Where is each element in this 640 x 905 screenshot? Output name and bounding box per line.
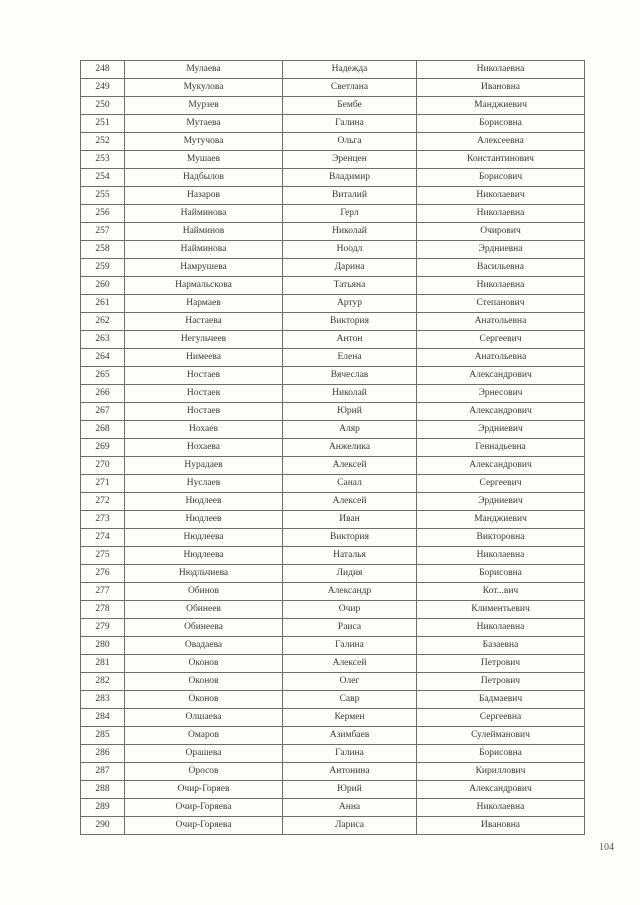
first-name-cell: Владимир [283,169,417,187]
patronymic-cell: Борисовна [417,115,585,133]
surname-cell: Обинеева [125,619,283,637]
patronymic-cell: Сергеевич [417,331,585,349]
surname-cell: Оконов [125,673,283,691]
surname-cell: Ностаев [125,385,283,403]
table-row [81,727,585,745]
table-row [81,547,585,565]
first-name-cell: Кермен [283,709,417,727]
patronymic-cell: Борисовна [417,565,585,583]
table-row [81,745,585,763]
surname-cell: Очир-Горяева [125,817,283,835]
surname-cell: Омаров [125,727,283,745]
table-row [81,295,585,313]
first-name-cell: Анна [283,799,417,817]
row-number-cell: 273 [81,511,125,529]
row-number-cell: 253 [81,151,125,169]
row-number-cell: 284 [81,709,125,727]
first-name-cell: Алексей [283,655,417,673]
patronymic-cell: Эрдниевич [417,493,585,511]
surname-cell: Нимеева [125,349,283,367]
table-row [81,421,585,439]
patronymic-cell: Кот...вич [417,583,585,601]
first-name-cell: Галина [283,637,417,655]
first-name-cell: Надежда [283,61,417,79]
row-number-cell: 263 [81,331,125,349]
table-row [81,529,585,547]
surname-cell: Ностаев [125,403,283,421]
table-row [81,817,585,835]
surname-cell: Оконов [125,691,283,709]
table-row [81,673,585,691]
first-name-cell: Савр [283,691,417,709]
first-name-cell: Антон [283,331,417,349]
table-row [81,637,585,655]
surname-cell: Негульчеев [125,331,283,349]
surname-cell: Найминова [125,205,283,223]
first-name-cell: Аляр [283,421,417,439]
first-name-cell: Алексей [283,457,417,475]
row-number-cell: 288 [81,781,125,799]
patronymic-cell: Николаевич [417,187,585,205]
first-name-cell: Галина [283,745,417,763]
patronymic-cell: Васильевна [417,259,585,277]
table-row [81,349,585,367]
first-name-cell: Елена [283,349,417,367]
first-name-cell: Ольга [283,133,417,151]
surname-cell: Очир-Горяева [125,799,283,817]
first-name-cell: Ноодл [283,241,417,259]
patronymic-cell: Александрович [417,457,585,475]
table-row [81,583,585,601]
row-number-cell: 287 [81,763,125,781]
patronymic-cell: Николаевна [417,277,585,295]
surname-cell: Нармальскова [125,277,283,295]
first-name-cell: Раиса [283,619,417,637]
first-name-cell: Юрий [283,403,417,421]
table-row [81,439,585,457]
row-number-cell: 259 [81,259,125,277]
row-number-cell: 280 [81,637,125,655]
surname-cell: Надбылов [125,169,283,187]
table-row [81,169,585,187]
surname-cell: Обинов [125,583,283,601]
table-row [81,457,585,475]
table-row [81,655,585,673]
patronymic-cell: Кириллович [417,763,585,781]
row-number-cell: 260 [81,277,125,295]
first-name-cell: Галина [283,115,417,133]
row-number-cell: 265 [81,367,125,385]
surname-cell: Ностаев [125,367,283,385]
row-number-cell: 256 [81,205,125,223]
first-name-cell: Артур [283,295,417,313]
row-number-cell: 270 [81,457,125,475]
table-row [81,97,585,115]
patronymic-cell: Базаевна [417,637,585,655]
first-name-cell: Санал [283,475,417,493]
row-number-cell: 272 [81,493,125,511]
surname-cell: Овадаева [125,637,283,655]
first-name-cell: Герл [283,205,417,223]
surname-cell: Нюдлеева [125,547,283,565]
surname-cell: Нюдлеев [125,493,283,511]
table-row [81,79,585,97]
surname-cell: Мулаева [125,61,283,79]
first-name-cell: Виктория [283,529,417,547]
row-number-cell: 248 [81,61,125,79]
table-row [81,115,585,133]
first-name-cell: Наталья [283,547,417,565]
patronymic-cell: Климентьевич [417,601,585,619]
table-row [81,223,585,241]
first-name-cell: Очир [283,601,417,619]
table-row [81,691,585,709]
patronymic-cell: Сергеевич [417,475,585,493]
table-row [81,277,585,295]
patronymic-cell: Сулейманович [417,727,585,745]
row-number-cell: 276 [81,565,125,583]
row-number-cell: 285 [81,727,125,745]
first-name-cell: Эренцен [283,151,417,169]
patronymic-cell: Манджиевич [417,97,585,115]
surname-cell: Мутаева [125,115,283,133]
first-name-cell: Лариса [283,817,417,835]
surname-cell: Обинеев [125,601,283,619]
first-name-cell: Виталий [283,187,417,205]
table-row [81,511,585,529]
table-row [81,601,585,619]
table-row [81,259,585,277]
surname-cell: Нюдлеева [125,529,283,547]
first-name-cell: Бембе [283,97,417,115]
patronymic-cell: Бадмаевич [417,691,585,709]
surname-cell: Оросов [125,763,283,781]
row-number-cell: 257 [81,223,125,241]
row-number-cell: 264 [81,349,125,367]
first-name-cell: Иван [283,511,417,529]
table-row [81,61,585,79]
row-number-cell: 289 [81,799,125,817]
table-row [81,799,585,817]
surname-cell: Намрушева [125,259,283,277]
patronymic-cell: Сергеевна [417,709,585,727]
row-number-cell: 282 [81,673,125,691]
patronymic-cell: Борисовна [417,745,585,763]
patronymic-cell: Очирович [417,223,585,241]
surname-cell: Нюдлеев [125,511,283,529]
patronymic-cell: Алексеевна [417,133,585,151]
row-number-cell: 255 [81,187,125,205]
row-number-cell: 267 [81,403,125,421]
patronymic-cell: Николаевна [417,799,585,817]
row-number-cell: 251 [81,115,125,133]
row-number-cell: 262 [81,313,125,331]
surname-cell: Мутучова [125,133,283,151]
surname-cell: Очир-Горяев [125,781,283,799]
first-name-cell: Николай [283,385,417,403]
row-number-cell: 275 [81,547,125,565]
patronymic-cell: Викторовна [417,529,585,547]
surname-cell: Найминова [125,241,283,259]
patronymic-cell: Анатольевна [417,313,585,331]
row-number-cell: 268 [81,421,125,439]
first-name-cell: Александр [283,583,417,601]
surname-cell: Олшаева [125,709,283,727]
surname-cell: Нюдльчиева [125,565,283,583]
patronymic-cell: Александрович [417,403,585,421]
patronymic-cell: Николаевна [417,61,585,79]
row-number-cell: 279 [81,619,125,637]
table-row [81,619,585,637]
patronymic-cell: Эрдниевич [417,421,585,439]
surname-cell: Оконов [125,655,283,673]
row-number-cell: 271 [81,475,125,493]
patronymic-cell: Николаевна [417,619,585,637]
first-name-cell: Олег [283,673,417,691]
table-row [81,403,585,421]
table-row [81,367,585,385]
table-row [81,475,585,493]
table-row [81,241,585,259]
first-name-cell: Анжелика [283,439,417,457]
surname-cell: Нуслаев [125,475,283,493]
table-row [81,493,585,511]
row-number-cell: 278 [81,601,125,619]
first-name-cell: Юрий [283,781,417,799]
name-table [80,60,585,835]
surname-cell: Мурзев [125,97,283,115]
row-number-cell: 290 [81,817,125,835]
patronymic-cell: Александрович [417,781,585,799]
first-name-cell: Дарина [283,259,417,277]
patronymic-cell: Геннадьевна [417,439,585,457]
surname-cell: Найминов [125,223,283,241]
row-number-cell: 254 [81,169,125,187]
page-number: 104 [599,842,614,853]
surname-cell: Нармаев [125,295,283,313]
first-name-cell: Азимбаев [283,727,417,745]
table-row [81,331,585,349]
surname-cell: Нурадаев [125,457,283,475]
row-number-cell: 249 [81,79,125,97]
table-row [81,781,585,799]
table-row [81,187,585,205]
surname-cell: Нохаев [125,421,283,439]
patronymic-cell: Степанович [417,295,585,313]
table-row [81,709,585,727]
table-row [81,133,585,151]
patronymic-cell: Анатольевна [417,349,585,367]
row-number-cell: 258 [81,241,125,259]
table-row [81,565,585,583]
row-number-cell: 274 [81,529,125,547]
table-row [81,385,585,403]
surname-cell: Настаева [125,313,283,331]
row-number-cell: 277 [81,583,125,601]
surname-cell: Мукулова [125,79,283,97]
row-number-cell: 286 [81,745,125,763]
first-name-cell: Николай [283,223,417,241]
table-body [81,61,585,835]
surname-cell: Орашева [125,745,283,763]
patronymic-cell: Петрович [417,655,585,673]
patronymic-cell: Николаевна [417,205,585,223]
patronymic-cell: Манджиевич [417,511,585,529]
table-row [81,205,585,223]
patronymic-cell: Петрович [417,673,585,691]
patronymic-cell: Николаевна [417,547,585,565]
row-number-cell: 266 [81,385,125,403]
patronymic-cell: Эрнесович [417,385,585,403]
patronymic-cell: Борисович [417,169,585,187]
row-number-cell: 283 [81,691,125,709]
table-row [81,313,585,331]
row-number-cell: 269 [81,439,125,457]
row-number-cell: 252 [81,133,125,151]
surname-cell: Нохаева [125,439,283,457]
patronymic-cell: Эрдниевна [417,241,585,259]
first-name-cell: Светлана [283,79,417,97]
first-name-cell: Вячеслав [283,367,417,385]
first-name-cell: Антонина [283,763,417,781]
table-row [81,151,585,169]
first-name-cell: Алексей [283,493,417,511]
first-name-cell: Виктория [283,313,417,331]
row-number-cell: 261 [81,295,125,313]
first-name-cell: Лидия [283,565,417,583]
first-name-cell: Татьяна [283,277,417,295]
row-number-cell: 281 [81,655,125,673]
patronymic-cell: Ивановна [417,79,585,97]
row-number-cell: 250 [81,97,125,115]
surname-cell: Мушаев [125,151,283,169]
patronymic-cell: Ивановна [417,817,585,835]
table-row [81,763,585,781]
patronymic-cell: Александрович [417,367,585,385]
patronymic-cell: Константинович [417,151,585,169]
surname-cell: Назаров [125,187,283,205]
